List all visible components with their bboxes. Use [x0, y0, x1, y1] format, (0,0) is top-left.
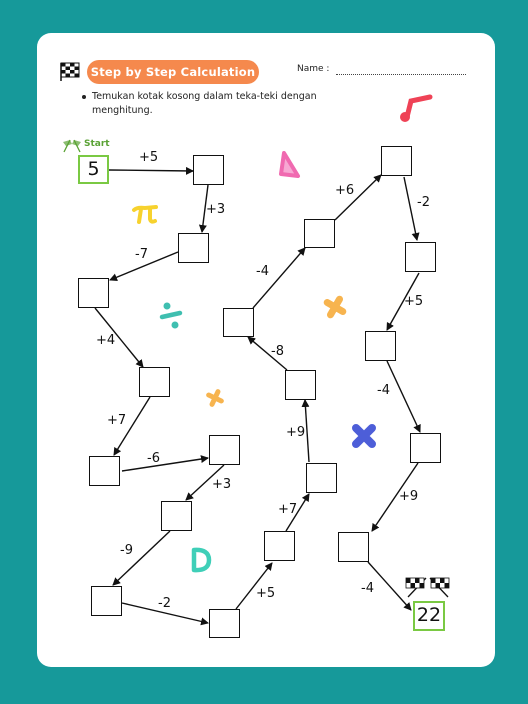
plus-sign-icon — [323, 295, 347, 319]
operation-label: +7 — [278, 502, 298, 517]
answer-box[interactable] — [264, 531, 295, 561]
end-number-box: 22 — [413, 601, 445, 631]
answer-box[interactable] — [304, 219, 335, 248]
operation-label: +9 — [399, 489, 419, 504]
triangle-delta-icon — [278, 150, 302, 180]
operation-label: +5 — [139, 150, 159, 165]
answer-box[interactable] — [209, 435, 240, 465]
answer-box[interactable] — [139, 367, 170, 397]
multiply-sign-icon — [350, 422, 378, 450]
operation-label: -6 — [147, 451, 160, 466]
letter-d-icon — [189, 546, 213, 574]
operation-label: +3 — [206, 202, 226, 217]
start-label: Start — [84, 139, 110, 149]
instruction-text: Temukan kotak kosong dalam teka-teki dengan menghitung. — [92, 91, 317, 116]
operation-label: +5 — [256, 586, 276, 601]
answer-box[interactable] — [193, 155, 224, 185]
operation-label: -4 — [377, 383, 390, 398]
answer-box[interactable] — [178, 233, 209, 263]
operation-label: -2 — [417, 195, 430, 210]
operation-label: +4 — [96, 333, 116, 348]
answer-box[interactable] — [209, 609, 240, 638]
operation-label: -4 — [361, 581, 374, 596]
answer-box[interactable] — [161, 501, 192, 531]
answer-box[interactable] — [365, 331, 396, 361]
operation-label: +7 — [107, 413, 127, 428]
answer-box[interactable] — [223, 308, 254, 337]
answer-box[interactable] — [285, 370, 316, 400]
answer-box[interactable] — [91, 586, 122, 616]
music-note-icon — [397, 93, 435, 125]
operation-label: +9 — [286, 425, 306, 440]
answer-box[interactable] — [89, 456, 120, 486]
answer-box[interactable] — [410, 433, 441, 463]
operation-label: -8 — [271, 344, 284, 359]
start-number-box: 5 — [78, 155, 109, 184]
plus-sign-icon — [206, 389, 224, 407]
name-label: Name : — [297, 64, 330, 74]
operation-label: -4 — [256, 264, 269, 279]
answer-box[interactable] — [338, 532, 369, 562]
worksheet-title: Step by Step Calculation — [87, 60, 259, 84]
division-sign-icon — [158, 300, 184, 330]
pi-symbol-icon — [131, 204, 159, 226]
answer-box[interactable] — [405, 242, 436, 272]
operation-label: -2 — [158, 596, 171, 611]
answer-box[interactable] — [306, 463, 337, 493]
operation-label: +3 — [212, 477, 232, 492]
answer-box[interactable] — [381, 146, 412, 176]
answer-box[interactable] — [78, 278, 109, 308]
operation-label: -7 — [135, 247, 148, 262]
operation-label: +5 — [404, 294, 424, 309]
operation-label: +6 — [335, 183, 355, 198]
operation-label: -9 — [120, 543, 133, 558]
